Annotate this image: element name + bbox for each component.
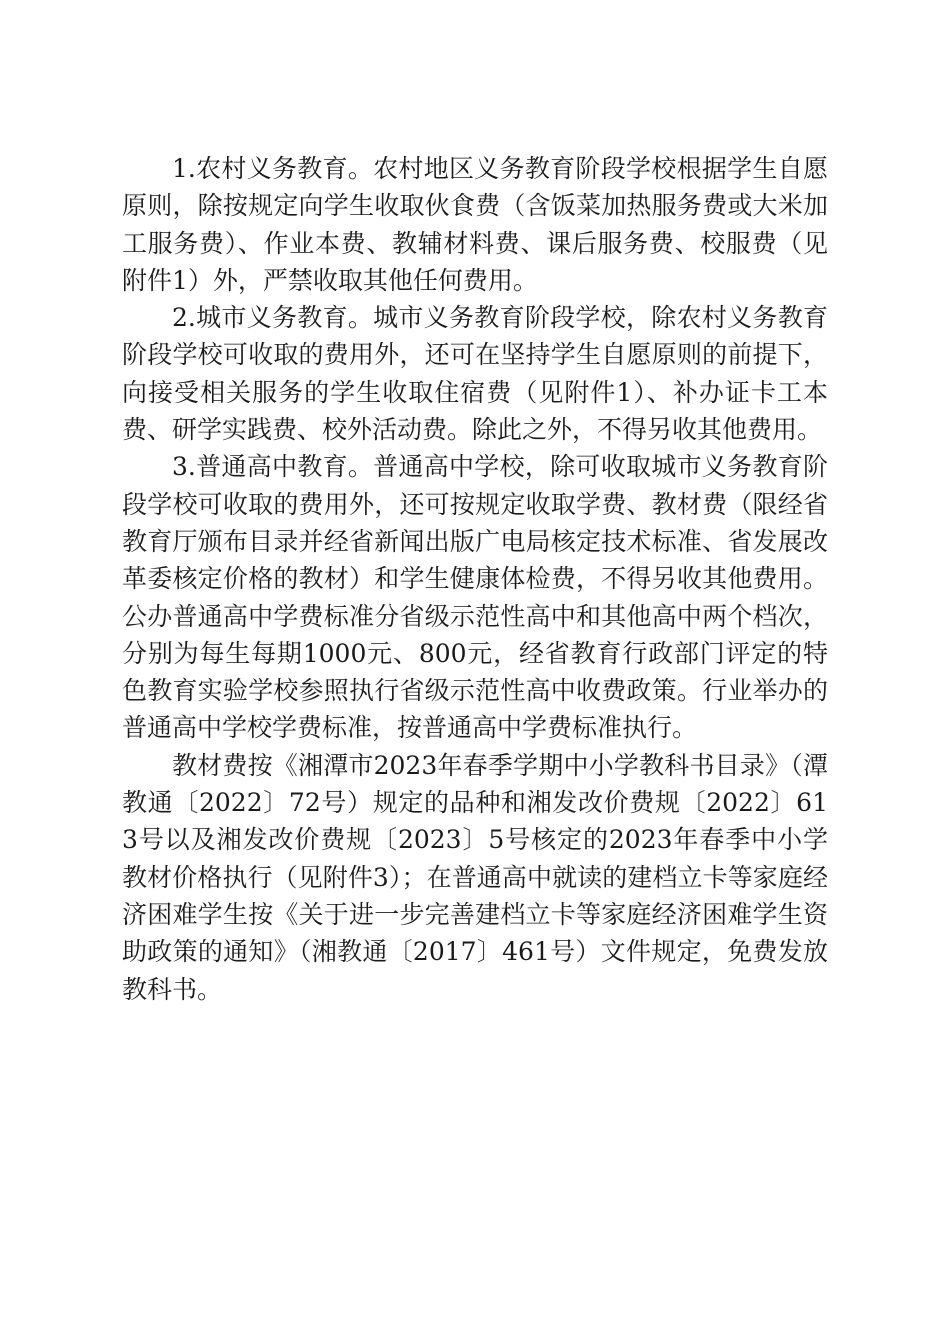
paragraph-textbook-fees: 教材费按《湘潭市2023年春季学期中小学教科书目录》（潭教通〔2022〕72号）规定的品种和湘发改价费规〔2022〕613号以及湘发改价费规〔2023〕5号核定的2023年春季中小学教材价格执行（见附件3）；在普通高中就读的建档立卡等家庭经济困难学生按《关于进一步完善建档立卡等家庭经济困难学生资助政策的通知》（湘教通〔2017〕461号）文件规定，免费发放教科书。 — [122, 750, 828, 1004]
document-body — [122, 150, 828, 1008]
paragraph-general-high-school-education: 3.普通高中教育。普通高中学校，除可收取城市义务教育阶段学校可收取的费用外，还可按规定收取学费、教材费（限经省教育厅颁布目录并经省新闻出版广电局核定技术标准、省发展改革委核定价格的教材）和学生健康体检费，不得另收其他费用。公办普通高中学费标准分省级示范性高中和其他高中两个档次，分别为每生每期1000元、800元，经省教育行政部门评定的特色教育实验学校参照执行省级示范性高中收费政策。行业举办的普通高中学校学费标准，按普通高中学费标准执行。 — [122, 452, 828, 743]
paragraph-rural-compulsory-education: 1.农村义务教育。农村地区义务教育阶段学校根据学生自愿原则，除按规定向学生收取伙食费（含饭菜加热服务费或大米加工服务费）、作业本费、教辅材料费、课后服务费、校服费（见附件1）外，严禁收取其他任何费用。 — [122, 154, 828, 295]
paragraph-urban-compulsory-education: 2.城市义务教育。城市义务教育阶段学校，除农村义务教育阶段学校可收取的费用外，还可在坚持学生自愿原则的前提下，向接受相关服务的学生收取住宿费（见附件1）、补办证卡工本费、研学实践费、校外活动费。除此之外，不得另收其他费用。 — [122, 303, 828, 445]
